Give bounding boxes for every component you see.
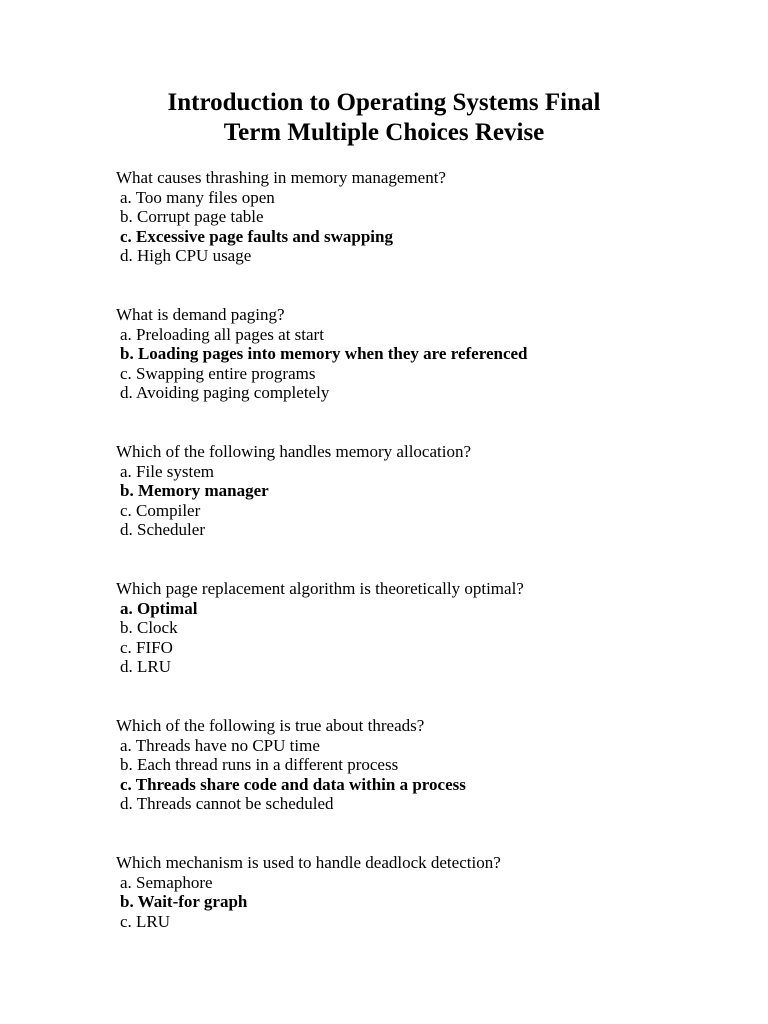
correct-answer-option: b. Wait-for graph	[120, 892, 248, 912]
answer-option: c. LRU	[120, 911, 171, 931]
answer-option: c. Swapping entire programs	[120, 363, 316, 383]
question-block	[116, 579, 736, 677]
correct-answer-option: c. Threads share code and data within a process	[120, 774, 466, 794]
answer-option: d. Scheduler	[120, 520, 205, 540]
title-line-2: Term Multiple Choices Revise	[223, 119, 545, 146]
correct-answer-option: a. Optimal	[120, 598, 198, 618]
question-block	[116, 853, 736, 931]
question-block	[116, 305, 736, 403]
question-text: What causes thrashing in memory management?	[116, 168, 446, 187]
answer-option: c. FIFO	[120, 637, 173, 657]
answer-option: b. Corrupt page table	[120, 207, 264, 227]
question-text: Which page replacement algorithm is theoretically optimal?	[116, 579, 524, 598]
question-block	[116, 168, 736, 266]
answer-option: d. Avoiding paging completely	[120, 383, 330, 403]
answer-option: b. Clock	[120, 618, 178, 638]
answer-option: c. Compiler	[120, 500, 201, 520]
correct-answer-option: b. Memory manager	[120, 481, 269, 501]
answer-option: a. Threads have no CPU time	[120, 735, 320, 755]
correct-answer-option: c. Excessive page faults and swapping	[120, 226, 393, 246]
answer-option: d. High CPU usage	[120, 246, 252, 266]
question-block	[116, 442, 736, 540]
question-text: Which of the following handles memory allocation?	[116, 442, 472, 461]
title-line-1: Introduction to Operating Systems Final	[167, 89, 601, 116]
answer-option: b. Each thread runs in a different process	[120, 755, 399, 775]
question-text: Which of the following is true about threads?	[116, 716, 425, 735]
answer-option: a. File system	[120, 461, 214, 481]
question-block	[116, 716, 736, 814]
correct-answer-option: b. Loading pages into memory when they are referenced	[120, 344, 528, 364]
answer-option: a. Too many files open	[120, 187, 275, 207]
answer-option: d. LRU	[120, 657, 171, 677]
answer-option: a. Semaphore	[120, 872, 213, 892]
question-text: Which mechanism is used to handle deadlock detection?	[116, 853, 501, 872]
question-text: What is demand paging?	[116, 305, 285, 324]
answer-option: d. Threads cannot be scheduled	[120, 794, 334, 814]
answer-option: a. Preloading all pages at start	[120, 324, 324, 344]
page-title	[0, 88, 768, 148]
